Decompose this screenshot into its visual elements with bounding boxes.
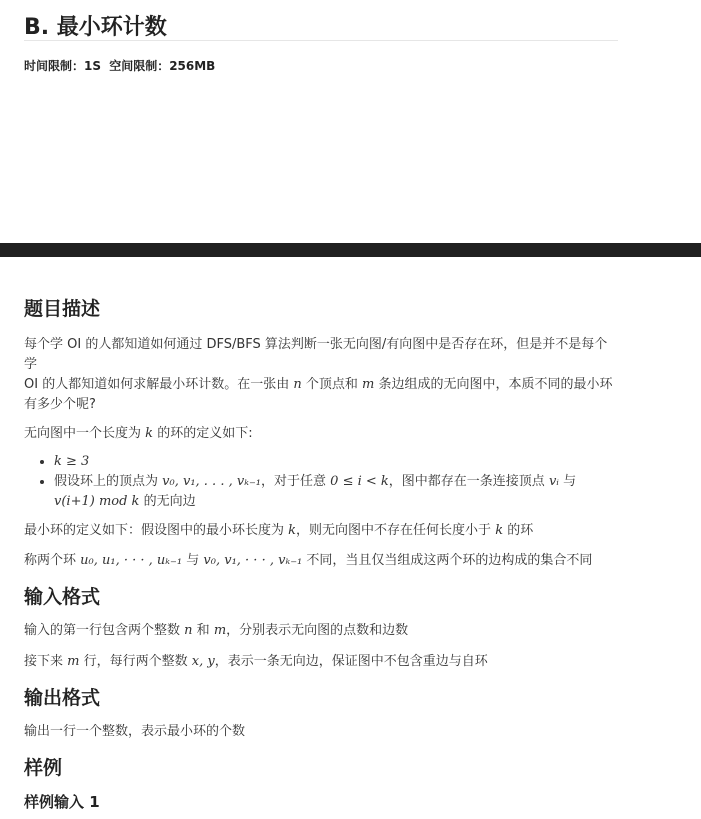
time-limit: 时间限制：1S (24, 59, 101, 73)
description-paragraph-4: 称两个环 u₀, u₁, · · · , uₖ₋₁ 与 v₀, v₁, · · · , vₖ₋₁ 不同，当且仅当组成这两个环的边构成的集合不同 (24, 553, 593, 568)
space-limit: 空间限制：256MB (109, 59, 216, 73)
math-k: k (145, 426, 154, 441)
math-vi: vᵢ (548, 474, 559, 489)
output-paragraph: 输出一行一个整数，表示最小环的个数 (24, 724, 246, 739)
math-n: n (293, 377, 302, 392)
list-item: • k ≥ 3 (54, 452, 618, 472)
math-cycle-vertices: v₀, v₁, . . . , vₖ₋₁ (162, 474, 262, 489)
description-paragraph-1: 每个学 OI 的人都知道如何通过 DFS/BFS 算法判断一张无向图/有向图中是否存在环，但是并不是每个学 OI 的人都知道如何求解最小环计数。在一张由 n 个顶点和 m 条边组成的无向图中，本质不同的最小环 有多少个呢? (24, 337, 613, 412)
description-paragraph-2: 无向图中一个长度为 k 的环的定义如下: (24, 426, 253, 441)
output-heading: 输出格式 (24, 687, 101, 709)
description-heading: 题目描述 (24, 298, 101, 320)
divider-bar (0, 243, 701, 257)
math-xy: x, y (191, 654, 215, 669)
math-range: 0 ≤ i < k (330, 474, 389, 489)
list-item: • 假设环上的顶点为 v₀, v₁, . . . , vₖ₋₁，对于任意 0 ≤ i < k，图中都存在一条连接顶点 vᵢ 与 v(i+1) mod k 的无向边 (54, 472, 618, 512)
input-paragraph-1: 输入的第一行包含两个整数 n 和 m，分别表示无向图的点数和边数 (24, 623, 409, 638)
description-paragraph-3: 最小环的定义如下：假设图中的最小环长度为 k，则无向图中不存在任何长度小于 k 的环 (24, 523, 534, 538)
problem-title: B. 最小环计数 (24, 15, 167, 40)
math-v-list: v₀, v₁, · · · , vₖ₋₁ (203, 553, 303, 568)
math-m: m (362, 377, 375, 392)
math-u-list: u₀, u₁, · · · , uₖ₋₁ (80, 553, 183, 568)
input-heading: 输入格式 (24, 586, 101, 608)
input-paragraph-2: 接下来 m 行，每行两个整数 x, y，表示一条无向边，保证图中不包含重边与自环 (24, 654, 488, 669)
cycle-definition-list (24, 452, 618, 512)
title-divider (24, 40, 618, 41)
limits-bar (24, 57, 219, 74)
samples-heading: 样例 (24, 757, 63, 779)
problem-content (24, 295, 618, 814)
math-vnext: v(i+1) mod k (54, 494, 140, 509)
sample-input-heading: 样例输入 1 (24, 793, 100, 811)
